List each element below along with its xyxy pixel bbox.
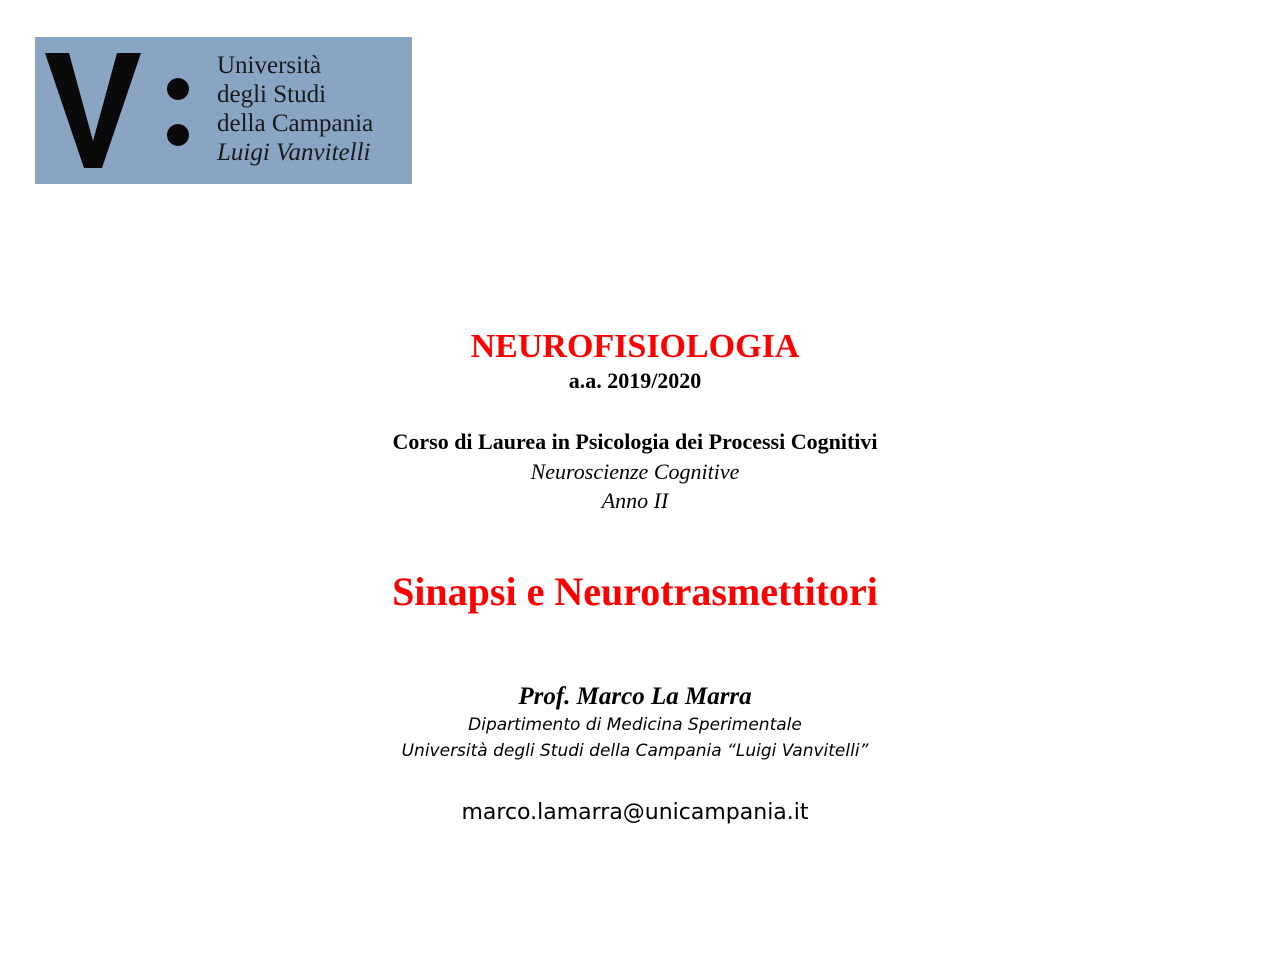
university-logo-mark <box>35 37 215 184</box>
university-logo-text <box>217 51 373 167</box>
logo-line-2: degli Studi <box>217 81 327 108</box>
academic-year: a.a. 2019/2020 <box>568 368 702 393</box>
course-year: Anno II <box>601 488 669 513</box>
logo-line-1: Università <box>217 52 322 79</box>
curriculum: Neuroscienze Cognitive <box>530 459 740 484</box>
lecture-title: Sinapsi e Neurotrasmettitori <box>392 569 878 614</box>
professor-name: Prof. Marco La Marra <box>518 683 752 710</box>
university-name: Università degli Studi della Campania “Luigi Vanvitelli” <box>401 741 869 761</box>
logo-line-3: della Campania <box>217 110 374 137</box>
department: Dipartimento di Medicina Sperimentale <box>468 715 802 735</box>
course-title: NEUROFISIOLOGIA <box>470 328 800 365</box>
university-logo <box>35 37 412 184</box>
logo-line-4: Luigi Vanvitelli <box>217 139 371 166</box>
professor-email: marco.lamarra@unicampania.it <box>461 800 809 825</box>
degree-program: Corso di Laurea in Psicologia dei Processi Cognitivi <box>392 429 878 454</box>
